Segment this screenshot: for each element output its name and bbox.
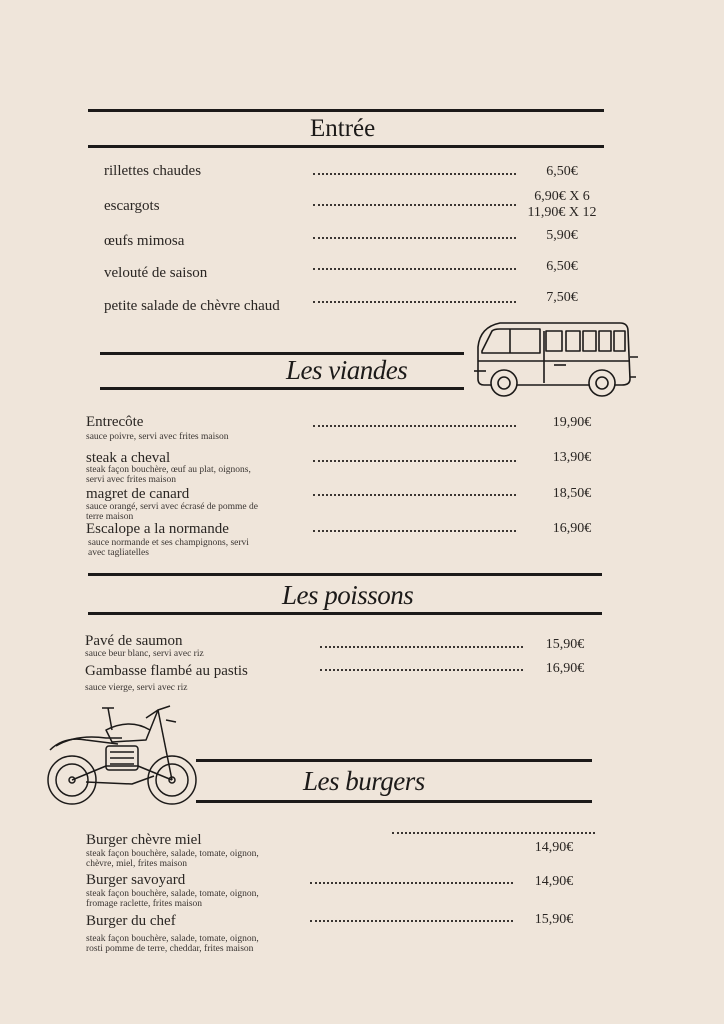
motorcycle-icon <box>46 700 200 816</box>
dot-leader <box>313 494 516 496</box>
viandes-rule-top <box>100 352 464 355</box>
poissons-rule-bottom <box>88 612 602 615</box>
burgers-item-name: Burger chèvre miel <box>86 832 202 848</box>
entree-item-price: 6,50€ <box>546 164 578 179</box>
dot-leader <box>313 425 516 427</box>
entree-item-name: rillettes chaudes <box>104 163 202 179</box>
viandes-item-name: Entrecôte <box>86 414 144 430</box>
dot-leader <box>313 268 516 270</box>
entree-item-name: velouté de saison <box>104 265 208 281</box>
burgers-item-desc: fromage raclette, frites maison <box>86 899 203 909</box>
viandes-item-desc: sauce orangé, servi avec écrasé de pomme de <box>86 502 258 512</box>
burgers-item-desc: chèvre, miel, frites maison <box>86 859 188 869</box>
viandes-item-desc: sauce normande et ses champignons, servi <box>88 538 249 548</box>
poissons-item-name: Gambasse flambé au pastis <box>85 663 248 679</box>
dot-leader <box>313 460 516 462</box>
viandes-item-desc: terre maison <box>86 512 134 522</box>
poissons-item-desc: sauce beur blanc, servi avec riz <box>85 649 204 659</box>
burgers-rule-bottom <box>196 800 592 803</box>
viandes-item-name: magret de canard <box>86 486 190 502</box>
dot-leader <box>313 530 516 532</box>
viandes-item-price: 19,90€ <box>552 415 592 430</box>
entree-item-price: 6,50€ <box>546 259 578 274</box>
entree-item-price: 11,90€ X 12 <box>527 205 597 220</box>
dot-leader <box>320 669 523 671</box>
dot-leader <box>313 204 516 206</box>
burgers-item-name: Burger du chef <box>86 913 176 929</box>
entree-item-price: 5,90€ <box>546 228 578 243</box>
entree-rule-bottom <box>88 145 604 148</box>
entree-rule-top <box>88 109 604 112</box>
viandes-item-price: 18,50€ <box>552 486 592 501</box>
poissons-title: Les poissons <box>282 580 414 610</box>
poissons-item-price: 15,90€ <box>545 637 585 652</box>
dot-leader <box>310 920 513 922</box>
dot-leader <box>392 832 595 834</box>
viandes-rule-bottom <box>100 387 464 390</box>
burgers-item-desc: steak façon bouchère, salade, tomate, oignon, <box>86 889 259 899</box>
dot-leader <box>310 882 513 884</box>
entree-item-price: 7,50€ <box>546 290 578 305</box>
entree-item-name: escargots <box>104 198 160 214</box>
dot-leader <box>313 301 516 303</box>
viandes-item-name: Escalope a la normande <box>86 521 229 537</box>
vw-van-icon <box>470 317 642 407</box>
poissons-item-name: Pavé de saumon <box>85 633 183 649</box>
dot-leader <box>313 173 516 175</box>
viandes-item-desc: servi avec frites maison <box>86 475 176 485</box>
entree-item-name: petite salade de chèvre chaud <box>104 298 280 314</box>
viandes-title: Les viandes <box>286 355 408 385</box>
burgers-item-desc: steak façon bouchère, salade, tomate, oignon, <box>86 849 259 859</box>
burgers-item-price: 14,90€ <box>534 874 574 889</box>
viandes-item-desc: steak façon bouchère, œuf au plat, oignons, <box>86 465 251 475</box>
viandes-item-desc: sauce poivre, servi avec frites maison <box>86 432 229 442</box>
poissons-rule-top <box>88 573 602 576</box>
burgers-rule-top <box>196 759 592 762</box>
viandes-item-name: steak a cheval <box>86 450 171 466</box>
dot-leader <box>313 237 516 239</box>
entree-item-price: 6,90€ X 6 <box>534 189 590 204</box>
burgers-item-desc: steak façon bouchère, salade, tomate, oignon, <box>86 934 259 944</box>
burgers-item-price: 14,90€ <box>534 840 574 855</box>
viandes-item-desc: avec tagliatelles <box>88 548 149 558</box>
dot-leader <box>320 646 523 648</box>
poissons-item-desc: sauce vierge, servi avec riz <box>85 683 188 693</box>
poissons-item-price: 16,90€ <box>545 661 585 676</box>
burgers-title: Les burgers <box>303 766 425 796</box>
entree-title: Entrée <box>310 115 376 142</box>
burgers-item-price: 15,90€ <box>534 912 574 927</box>
viandes-item-price: 16,90€ <box>552 521 592 536</box>
viandes-item-price: 13,90€ <box>552 450 592 465</box>
entree-item-name: œufs mimosa <box>104 233 185 249</box>
burgers-item-name: Burger savoyard <box>86 872 186 888</box>
burgers-item-desc: rosti pomme de terre, cheddar, frites maison <box>86 944 254 954</box>
